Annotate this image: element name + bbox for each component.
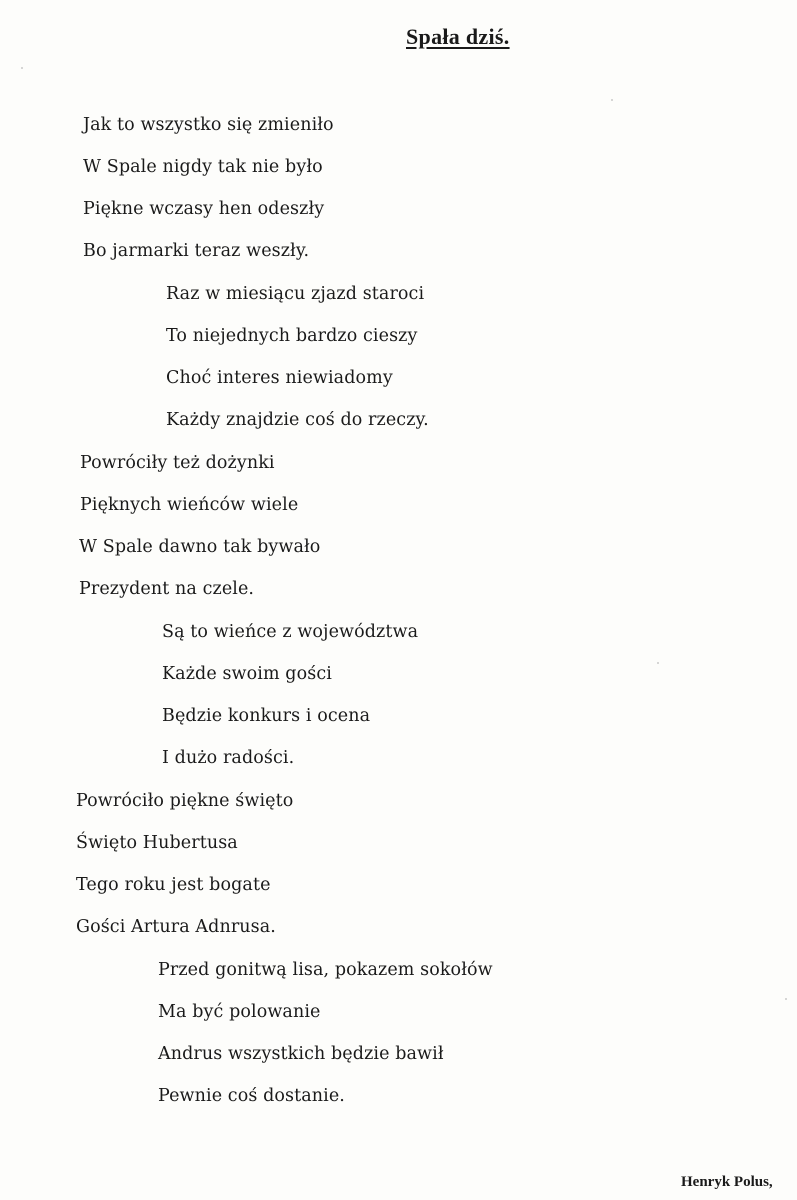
poem-line: Tego roku jest bogate: [76, 875, 271, 895]
poem-title: Spała dziś.: [406, 24, 510, 49]
poem-line: W Spale dawno tak bywało: [79, 537, 321, 557]
poem-line: Są to wieńce z województwa: [162, 622, 419, 642]
poem-line: Jak to wszystko się zmieniło: [83, 115, 334, 135]
poem-line: Pewnie coś dostanie.: [158, 1086, 345, 1106]
poem-line: Choć interes niewiadomy: [166, 368, 393, 388]
poem-line: Andrus wszystkich będzie bawił: [158, 1044, 444, 1064]
poem-line: Piękne wczasy hen odeszły: [83, 199, 325, 219]
poem-line: Pięknych wieńców wiele: [80, 495, 299, 515]
scan-speck: [657, 662, 659, 664]
poem-line: Święto Hubertusa: [76, 833, 238, 853]
author-name: Henryk Polus,: [681, 1174, 773, 1190]
poem-line: Każde swoim gości: [162, 664, 332, 684]
scan-speck: [611, 99, 613, 101]
poem-line: W Spale nigdy tak nie było: [83, 157, 323, 177]
poem-line: Prezydent na czele.: [79, 579, 255, 599]
poem-line: Ma być polowanie: [158, 1002, 321, 1022]
poem-line: Raz w miesiącu zjazd staroci: [166, 284, 425, 304]
poem-line: Powróciły też dożynki: [80, 453, 275, 473]
poem-line: Gości Artura Adnrusa.: [76, 917, 276, 937]
cut-off-text-fragment: [735, 1193, 785, 1200]
poem-line: Przed gonitwą lisa, pokazem sokołów: [158, 960, 493, 980]
scan-speck: [785, 998, 787, 1000]
poem-line: Każdy znajdzie coś do rzeczy.: [166, 410, 429, 430]
poem-line: Bo jarmarki teraz weszły.: [83, 241, 310, 261]
poem-line: Będzie konkurs i ocena: [162, 706, 371, 726]
poem-line: To niejednych bardzo cieszy: [166, 326, 418, 346]
poem-line: Powróciło piękne święto: [76, 791, 294, 811]
poem-line: I dużo radości.: [162, 748, 295, 768]
scan-speck: [21, 67, 23, 69]
